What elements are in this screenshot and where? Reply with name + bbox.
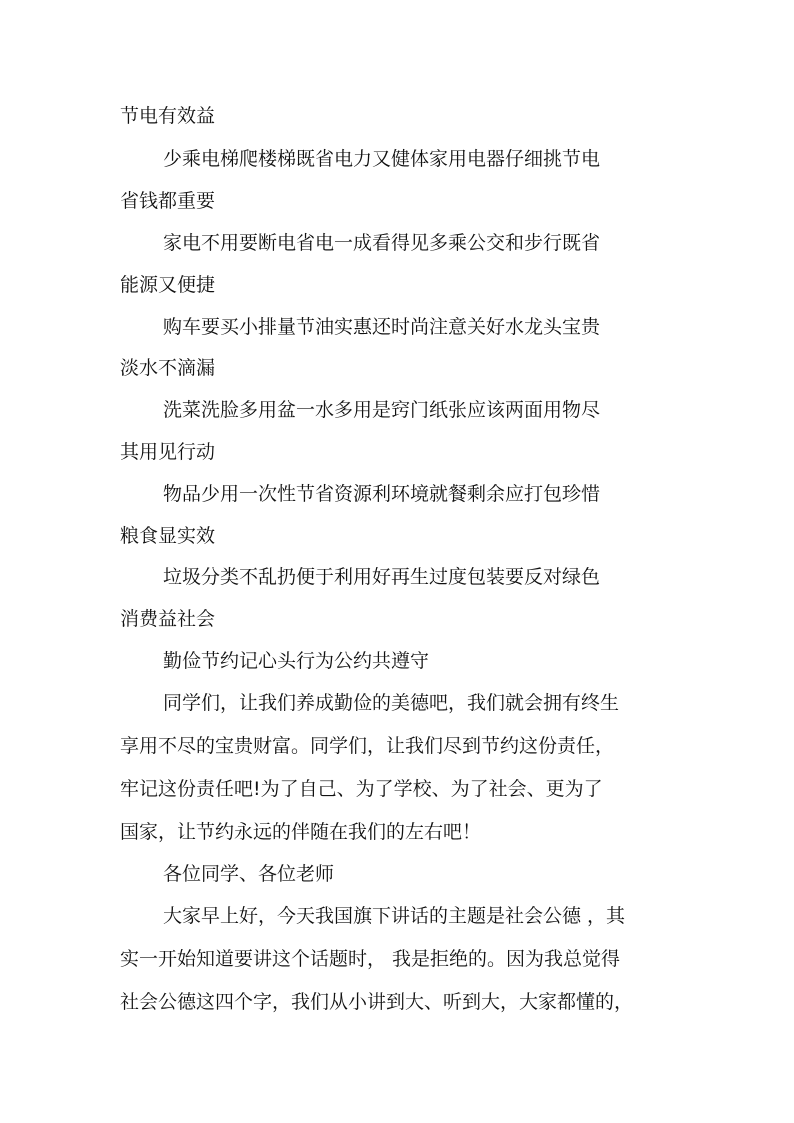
text-line: 牢记这份责任吧!为了自己、为了学校、为了社会、更为了 [120,778,603,800]
text-line: 社会公德这四个字，我们从小讲到大、听到大，大家都懂的， [120,991,634,1013]
text-line: 粮食显实效 [120,525,216,547]
text-line: 国家，让节约永远的伴随在我们的左右吧！ [120,821,482,843]
text-line: 其用见行动 [120,441,216,463]
text-line: 消费益社会 [120,608,216,630]
text-line: 少乘电梯爬楼梯既省电力又健体家用电器仔细挑节电 [163,148,601,170]
text-line: 家电不用要断电省电一成看得见多乘公交和步行既省 [163,232,601,254]
text-line: 勤俭节约记心头行为公约共遵守 [163,650,430,672]
text-line: 能源又便捷 [120,274,216,296]
text-line: 省钱都重要 [120,190,216,212]
text-line: 享用不尽的宝贵财富。同学们，让我们尽到节约这份责任， [120,735,615,757]
text-line: 节电有效益 [120,105,216,127]
text-line: 大家早上好，今天我国旗下讲话的主题是社会公德 ，其 [163,905,626,927]
text-line: 各位同学、各位老师 [163,863,335,885]
text-line: 同学们，让我们养成勤俭的美德吧，我们就会拥有终生 [163,692,620,714]
text-line: 淡水不滴漏 [120,357,216,379]
text-line: 购车要买小排量节油实惠还时尚注意关好水龙头宝贵 [163,316,601,338]
text-line: 实一开始知道要讲这个话题时， 我是拒绝的。因为我总觉得 [120,948,621,970]
text-line: 洗菜洗脸多用盆一水多用是窍门纸张应该两面用物尽 [163,399,601,421]
text-line: 垃圾分类不乱扔便于利用好再生过度包装要反对绿色 [163,566,601,588]
text-line: 物品少用一次性节省资源利环境就餐剩余应打包珍惜 [163,483,601,505]
